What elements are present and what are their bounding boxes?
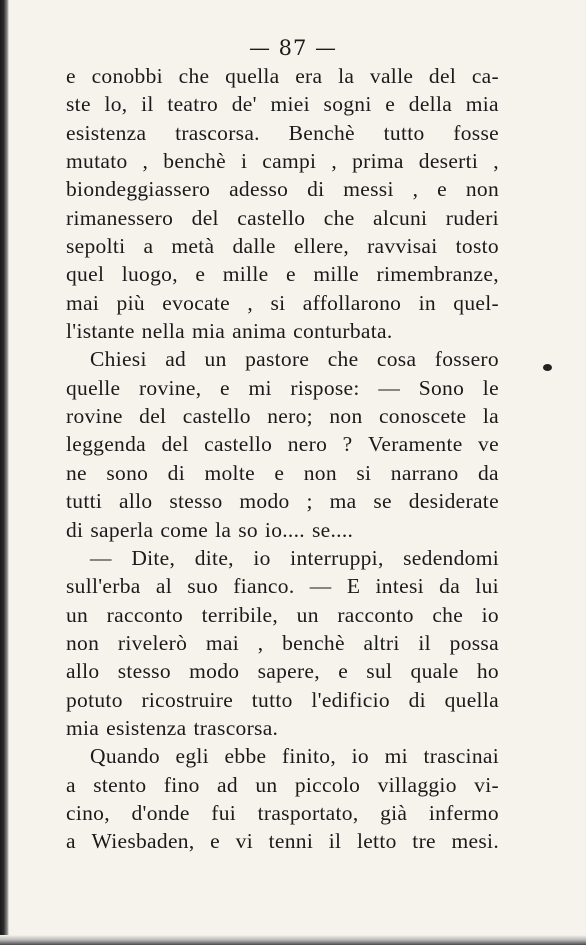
text-line: l'istante nella mia anima conturbata. xyxy=(66,319,393,344)
text-line: quelle rovine, e mi rispose: — Sono le xyxy=(66,375,499,400)
text-line: a Wiesbaden, e vi tenni il letto tre mesi. xyxy=(66,829,499,854)
text-line: di saperla come la so io.... se.... xyxy=(66,517,354,542)
text-line: quel luogo, e mille e mille rimembranze, xyxy=(66,262,499,287)
text-line: sepolti a metà dalle ellere, ravvisai tosto xyxy=(66,234,499,259)
text-line: rimanessero del castello che alcuni ruderi xyxy=(66,205,499,230)
text-line: Chiesi ad un pastore che cosa fossero xyxy=(90,347,499,372)
text-line: ste lo, il teatro de' miei sogni e della mia xyxy=(66,92,499,117)
text-line: un racconto terribile, un racconto che io xyxy=(66,602,499,627)
page-bottom-shadow xyxy=(0,935,586,945)
text-line: a stento fino ad un piccolo villaggio vi- xyxy=(66,772,499,797)
text-line: mai più evocate , si affollarono in quel- xyxy=(66,290,499,315)
text-line: leggenda del castello nero ? Veramente ve xyxy=(66,432,499,457)
page-binding-shadow xyxy=(0,0,9,945)
text-line: Quando egli ebbe finito, io mi trascinai xyxy=(90,744,499,769)
text-line: e conobbi che quella era la valle del ca- xyxy=(66,64,499,88)
text-line: sull'erba al suo fianco. — E intesi da lui xyxy=(66,574,499,599)
text-line: tutti allo stesso modo ; ma se desiderate xyxy=(66,489,499,514)
text-line: rovine del castello nero; non conoscete la xyxy=(66,404,499,429)
page-number: — 87 — xyxy=(248,36,338,60)
text-line: non rivelerò mai , benchè altri il possa xyxy=(66,630,499,655)
text-line: potuto ricostruire tutto l'edificio di quella xyxy=(66,687,499,712)
text-line: ne sono di molte e non si narrano da xyxy=(66,460,499,485)
body-text xyxy=(66,62,499,856)
text-line: mutato , benchè i campi , prima deserti , xyxy=(66,149,499,174)
text-line: cino, d'onde fui trasportato, già infermo xyxy=(66,800,499,825)
text-line: — Dite, dite, io interruppi, sedendomi xyxy=(90,545,499,570)
text-line: allo stesso modo sapere, e sul quale ho xyxy=(66,659,499,684)
text-line: mia esistenza trascorsa. xyxy=(66,715,279,740)
ink-spot-mark xyxy=(543,364,552,371)
text-line: biondeggiassero adesso di messi , e non xyxy=(66,177,499,202)
text-line: esistenza trascorsa. Benchè tutto fosse xyxy=(66,120,499,145)
